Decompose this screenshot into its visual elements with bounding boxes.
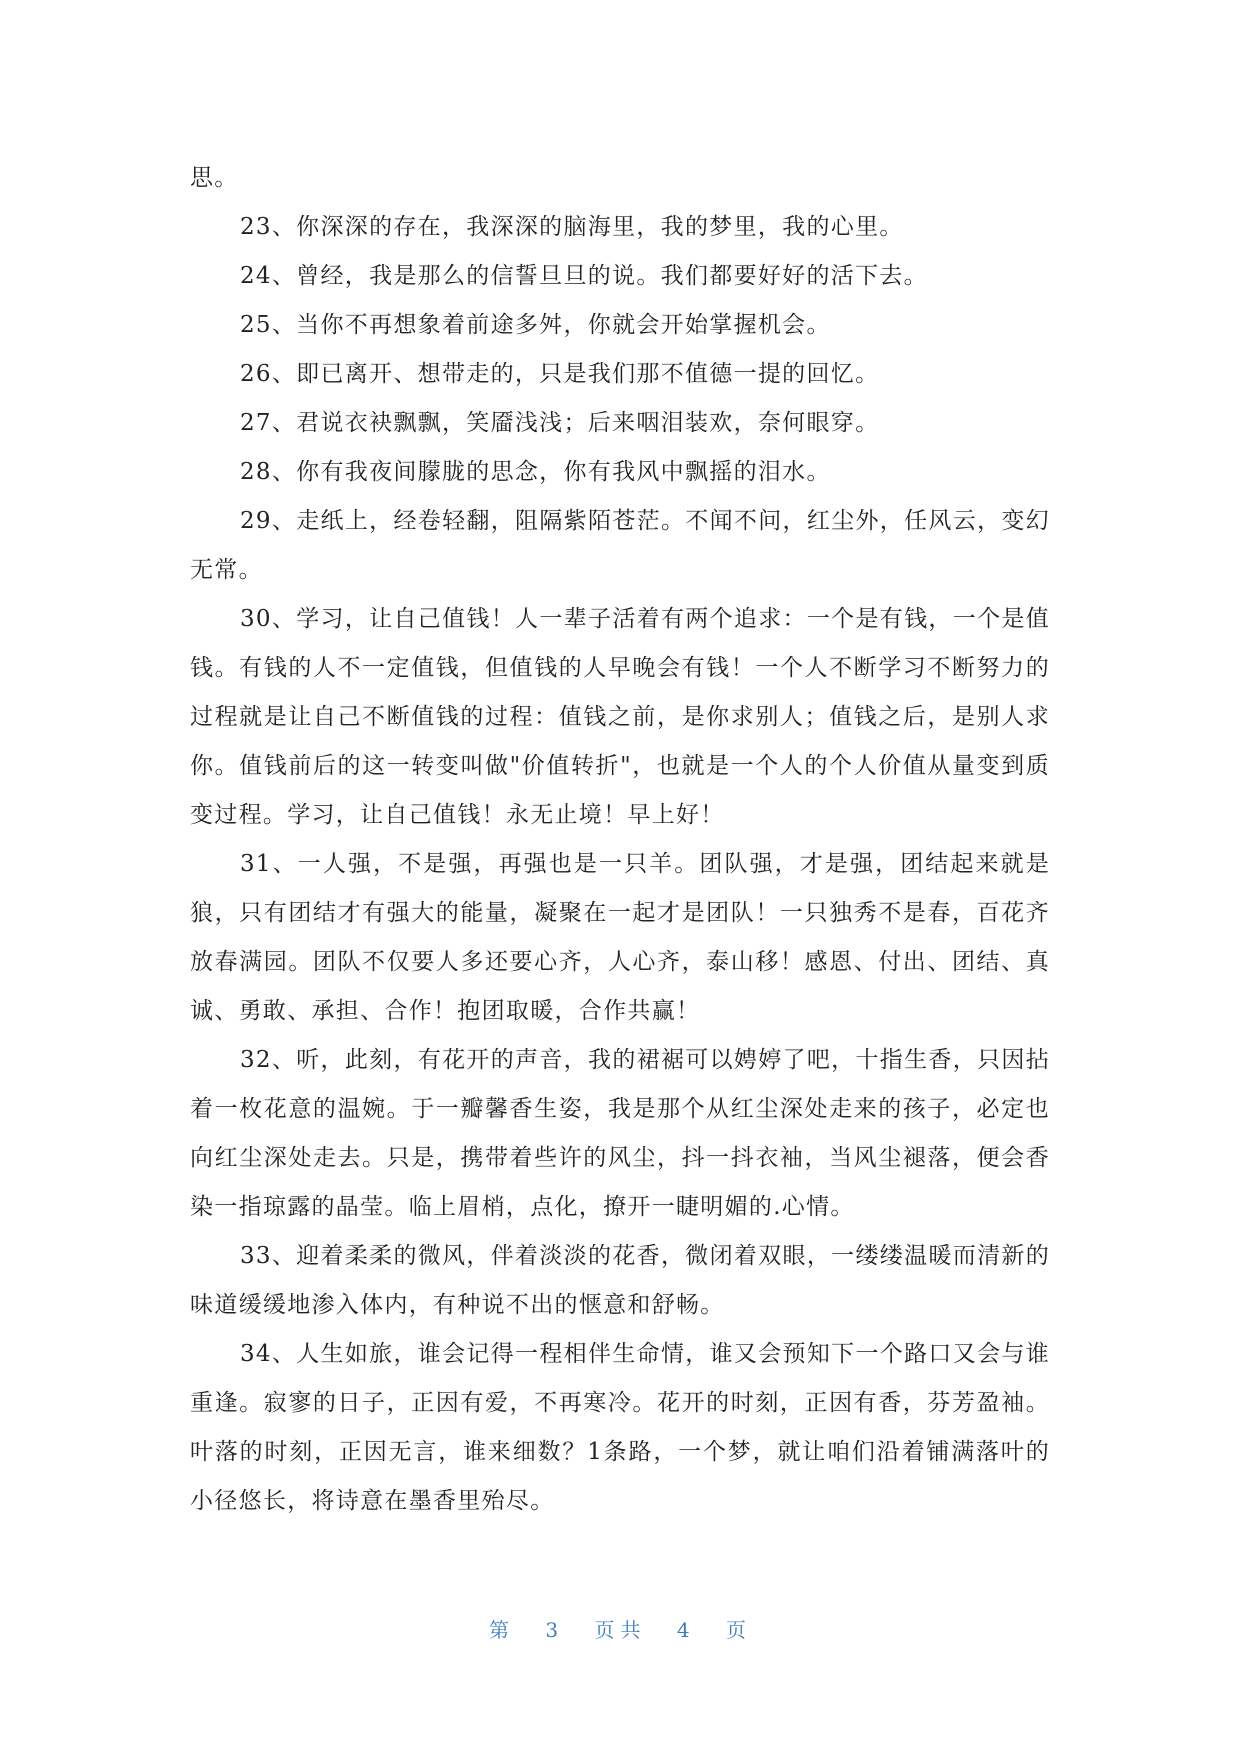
list-item: 28、你有我夜间朦胧的思念，你有我风中飘摇的泪水。 [240, 459, 831, 485]
list-item: 24、曾经，我是那么的信誓旦旦的说。我们都要好好的活下去。 [240, 263, 928, 289]
page-label-suffix: 页 [725, 1618, 752, 1642]
page-footer [0, 1614, 1241, 1643]
list-item: 31、一人强，不是强，再强也是一只羊。团队强，才是强，团结起来就是狼，只有团结才有强大的能量，凝聚在一起才是团队！一只独秀不是春，百花齐放春满园。团队不仅要人多还要心齐，人心齐，泰山移！感恩、付出、团结、真诚、勇敢、承担、合作！抱团取暖，合作共赢！ [190, 851, 1050, 1024]
list-item: 25、当你不再想象着前途多舛，你就会开始掌握机会。 [240, 312, 831, 338]
list-item: 33、迎着柔柔的微风，伴着淡淡的花香，微闭着双眼，一缕缕温暖而清新的味道缓缓地渗入体内，有种说不出的惬意和舒畅。 [190, 1243, 1050, 1318]
list-item: 27、君说衣袂飘飘，笑靥浅浅；后来咽泪装欢，奈何眼穿。 [240, 410, 880, 436]
list-item: 34、人生如旅，谁会记得一程相伴生命情，谁又会预知下一个路口又会与谁重逢。寂寥的日子，正因有爱，不再寒冷。花开的时刻，正因有香，芬芳盈袖。叶落的时刻，正因无言，谁来细数？1条路，一个梦，就让咱们沿着铺满落叶的小径悠长，将诗意在墨香里殆尽。 [190, 1341, 1050, 1514]
page-label-middle: 页共 [594, 1618, 647, 1642]
list-item: 30、学习，让自己值钱！人一辈子活着有两个追求：一个是有钱，一个是值钱。有钱的人不一定值钱，但值钱的人早晚会有钱！一个人不断学习不断努力的过程就是让自己不断值钱的过程：值钱之前，是你求别人；值钱之后，是别人求你。值钱前后的这一转变叫做"价值转折"，也就是一个人的个人价值从量变到质变过程。学习，让自己值钱！永无止境！早上好！ [190, 606, 1050, 828]
total-pages-number: 4 [676, 1618, 696, 1642]
list-item: 23、你深深的存在，我深深的脑海里，我的梦里，我的心里。 [240, 214, 904, 240]
page-label-prefix: 第 [489, 1618, 516, 1642]
current-page-number: 3 [545, 1618, 565, 1642]
list-item: 29、走纸上，经卷轻翻，阻隔紫陌苍茫。不闻不问，红尘外，任风云，变幻无常。 [190, 508, 1050, 583]
continued-paragraph: 思。 [190, 165, 239, 191]
list-item: 32、听，此刻，有花开的声音，我的裙裾可以娉婷了吧，十指生香，只因拈着一枚花意的温婉。于一瓣馨香生姿，我是那个从红尘深处走来的孩子，必定也向红尘深处走去。只是，携带着些许的风尘，抖一抖衣袖，当风尘褪落，便会香染一指琼露的晶莹。临上眉梢，点化，撩开一睫明媚的.心情。 [190, 1047, 1050, 1220]
list-item: 26、即已离开、想带走的，只是我们那不值德一提的回忆。 [240, 361, 880, 387]
document-body [190, 154, 1050, 1526]
